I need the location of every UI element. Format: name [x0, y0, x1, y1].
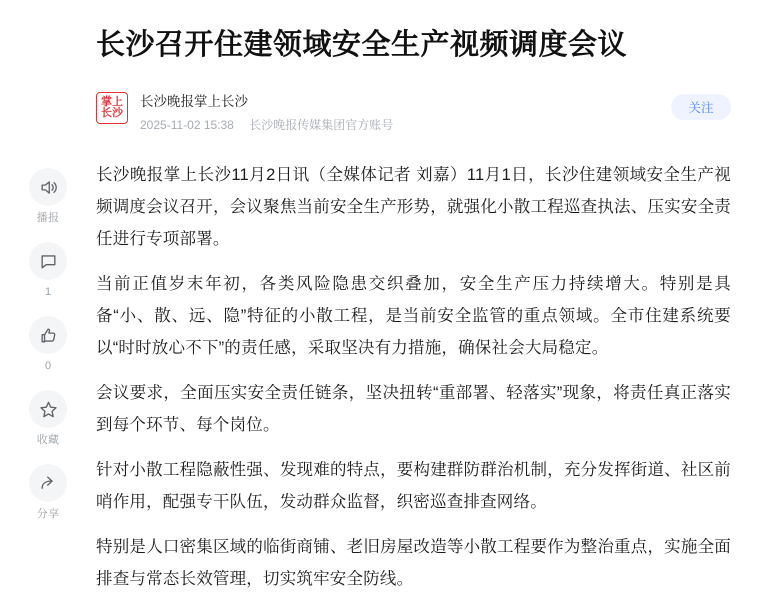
comment-icon[interactable]: [29, 242, 67, 280]
account-name[interactable]: 长沙晚报掌上长沙: [140, 94, 248, 109]
byline: [96, 92, 731, 133]
action-rail: [0, 0, 96, 576]
rail-item-label: 收藏: [36, 434, 60, 446]
like-count: 0: [44, 360, 52, 372]
share-icon[interactable]: [29, 464, 67, 502]
follow-button[interactable]: 关注: [671, 94, 731, 120]
meta-row: [140, 117, 393, 133]
article-content: [96, 0, 773, 588]
star-icon[interactable]: [29, 390, 67, 428]
paragraph: 长沙晚报掌上长沙11月2日讯（全媒体记者 刘嘉）11月1日，长沙住建领域安全生产视频调度会议召开，会议聚焦当前安全生产形势，就强化小散工程巡查执法、压实安全责任进行专项部署。: [96, 166, 731, 248]
timestamp: 2025-11-02 15:38: [140, 118, 234, 132]
page-title: 长沙召开住建领域安全生产视频调度会议: [96, 29, 628, 61]
avatar-line-2: 长沙: [101, 107, 123, 119]
paragraph: 特别是人口密集区域的临街商铺、老旧房屋改造等小散工程要作为整治重点，实施全面排查与常态长效管理，切实筑牢安全防线。: [96, 538, 731, 588]
rail-item-share[interactable]: [29, 464, 67, 521]
byline-text: [140, 92, 393, 133]
paragraph: 当前正值岁末年初，各类风险隐患交织叠加，安全生产压力持续增大。特别是具备“小、散、远、隐”特征的小散工程，是当前安全监管的重点领域。全市住建系统要以“时时放心不下”的责任感，采取坚决有力措施，确保社会大局稳定。: [96, 275, 731, 357]
paragraph: 会议要求，全面压实安全责任链条，坚决扭转“重部署、轻落实”现象，将责任真正落实到每个环节、每个岗位。: [96, 384, 731, 434]
source-label: 长沙晚报传媒集团官方账号: [249, 118, 394, 132]
rail-item-broadcast[interactable]: [29, 168, 67, 225]
rail-item-label: 播报: [36, 212, 60, 224]
avatar-line-1: 掌上: [101, 96, 123, 108]
rail-item-like[interactable]: [29, 316, 67, 373]
rail-item-comment[interactable]: [29, 242, 67, 299]
comment-count: 1: [44, 286, 52, 298]
paragraph: 针对小散工程隐蔽性强、发现难的特点，要构建群防群治机制，充分发挥街道、社区前哨作用，配强专干队伍，发动群众监督，织密巡查排查网络。: [96, 461, 731, 511]
rail-item-label: 分享: [36, 508, 60, 520]
speaker-icon[interactable]: [29, 168, 67, 206]
rail-item-favorite[interactable]: [29, 390, 67, 447]
thumbs-up-icon[interactable]: [29, 316, 67, 354]
avatar[interactable]: [96, 92, 128, 124]
article-body: [96, 159, 731, 595]
